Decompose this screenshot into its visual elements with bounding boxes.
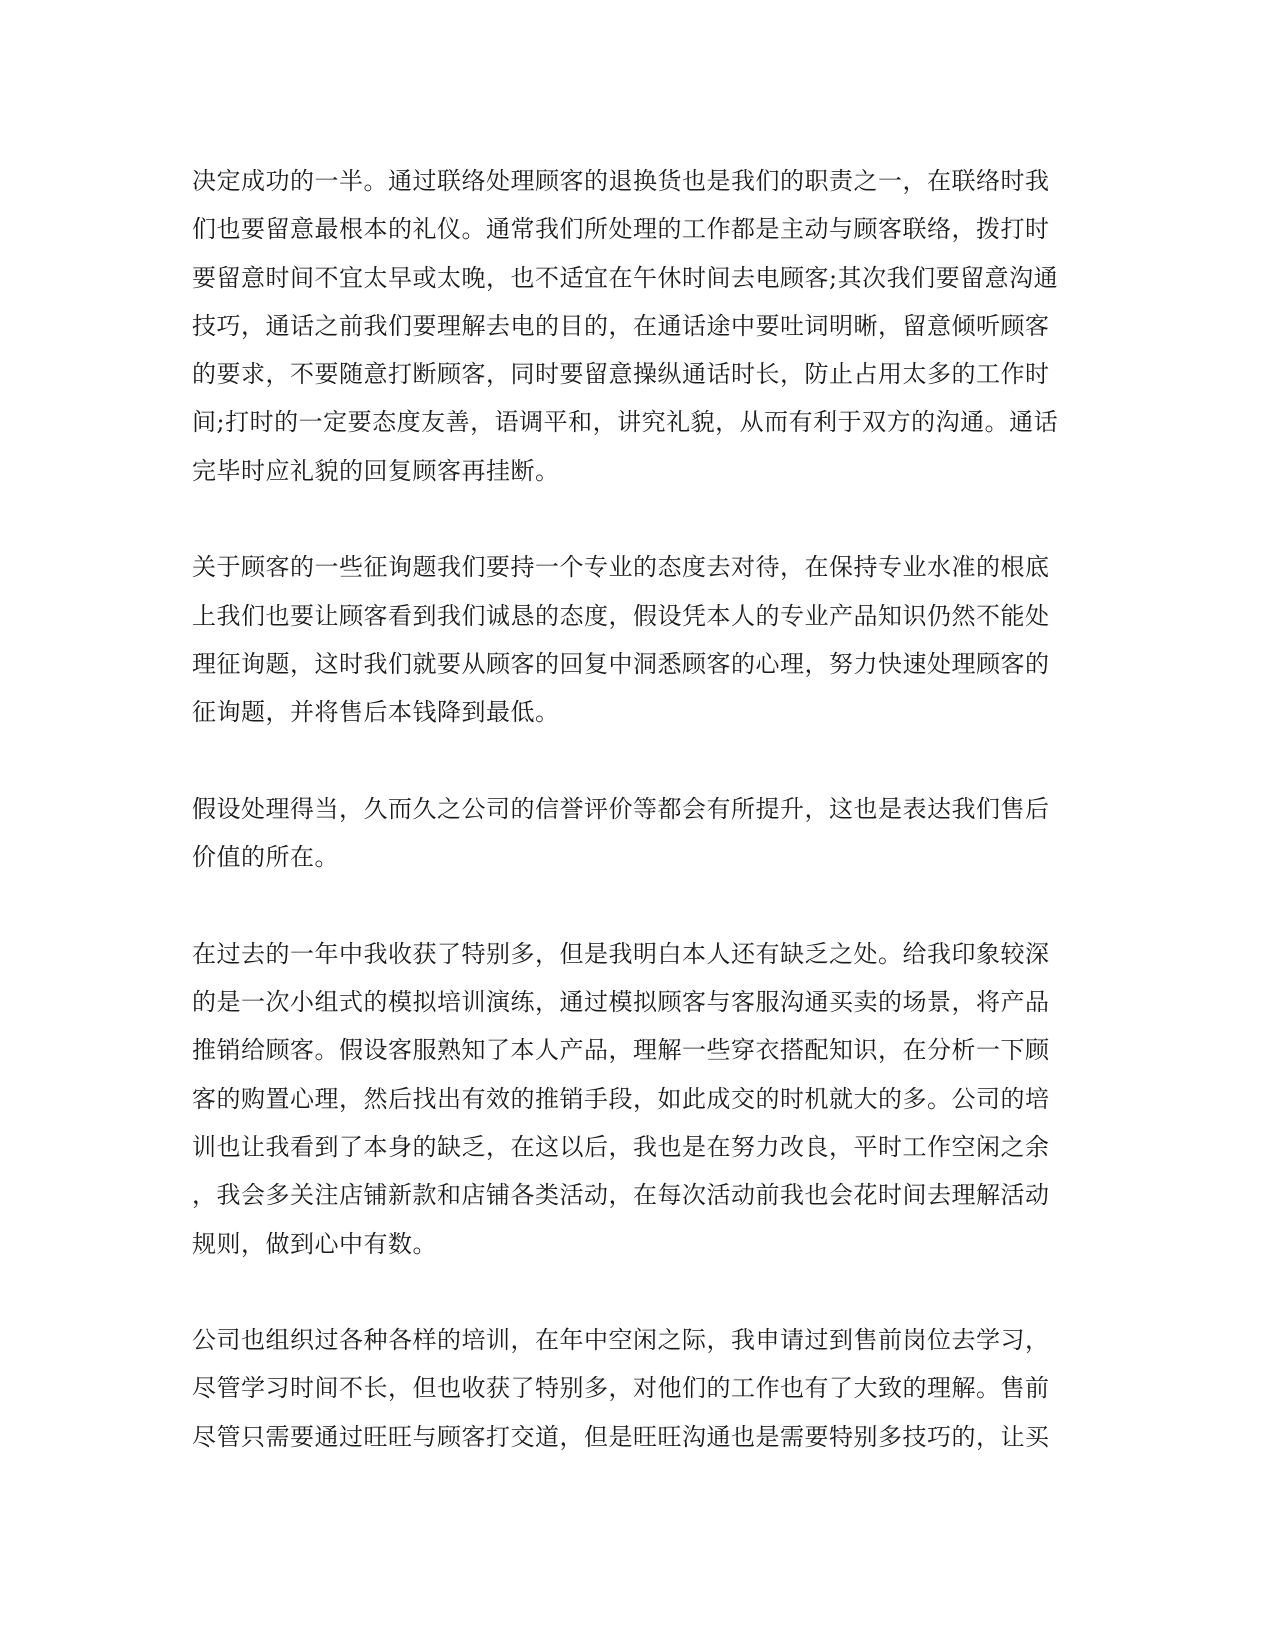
text-line: 训也让我看到了本身的缺乏，在这以后，我也是在努力改良，平时工作空闲之余 bbox=[192, 1132, 1050, 1161]
text-line: 客的购置心理，然后找出有效的推销手段，如此成交的时机就大的多。公司的培 bbox=[192, 1084, 1050, 1113]
text-line: 征询题，并将售后本钱降到最低。 bbox=[192, 698, 560, 727]
paragraph-spacer bbox=[192, 881, 1072, 929]
text-line: 要留意时间不宜太早或太晚，也不适宜在午休时间去电顾客;其次我们要留意沟通 bbox=[192, 263, 1059, 292]
paragraph-spacer bbox=[192, 495, 1072, 543]
document-body bbox=[192, 157, 1072, 1461]
paragraph-2 bbox=[192, 543, 1072, 736]
paragraph-spacer bbox=[192, 737, 1072, 785]
text-line: 上我们也要让顾客看到我们诚恳的态度，假设凭本人的专业产品知识仍然不能处 bbox=[192, 601, 1050, 630]
text-line: 在过去的一年中我收获了特别多，但是我明白本人还有缺乏之处。给我印象较深 bbox=[192, 939, 1050, 968]
text-line: 公司也组织过各种各样的培训，在年中空闲之际，我申请过到售前岗位去学习， bbox=[192, 1326, 1050, 1355]
text-line: 假设处理得当，久而久之公司的信誉评价等都会有所提升，这也是表达我们售后 bbox=[192, 794, 1050, 823]
text-line: 的是一次小组式的模拟培训演练，通过模拟顾客与客服沟通买卖的场景，将产品 bbox=[192, 988, 1050, 1017]
text-line: 间;打时的一定要态度友善，语调平和，讲究礼貌，从而有利于双方的沟通。通话 bbox=[192, 408, 1059, 437]
paragraph-4 bbox=[192, 930, 1072, 1268]
paragraph-spacer bbox=[192, 1268, 1072, 1316]
text-line: 规则，做到心中有数。 bbox=[192, 1229, 437, 1258]
paragraph-5 bbox=[192, 1316, 1072, 1461]
paragraph-1 bbox=[192, 157, 1072, 495]
text-line: ，我会多关注店铺新款和店铺各类活动，在每次活动前我也会花时间去理解活动 bbox=[192, 1181, 1050, 1210]
text-line: 们也要留意最根本的礼仪。通常我们所处理的工作都是主动与顾客联络，拨打时 bbox=[192, 215, 1050, 244]
text-line: 理征询题，这时我们就要从顾客的回复中洞悉顾客的心理，努力快速处理顾客的 bbox=[192, 649, 1050, 678]
text-line: 完毕时应礼貌的回复顾客再挂断。 bbox=[192, 456, 560, 485]
paragraph-3 bbox=[192, 785, 1072, 882]
text-line: 关于顾客的一些征询题我们要持一个专业的态度去对待，在保持专业水准的根底 bbox=[192, 553, 1050, 582]
text-line: 技巧，通话之前我们要理解去电的目的，在通话途中要吐词明晰，留意倾听顾客 bbox=[192, 311, 1050, 340]
text-line: 推销给顾客。假设客服熟知了本人产品，理解一些穿衣搭配知识，在分析一下顾 bbox=[192, 1036, 1050, 1065]
text-line: 尽管学习时间不长，但也收获了特别多，对他们的工作也有了大致的理解。售前 bbox=[192, 1374, 1050, 1403]
text-line: 决定成功的一半。通过联络处理顾客的退换货也是我们的职责之一，在联络时我 bbox=[192, 167, 1050, 195]
text-line: 价值的所在。 bbox=[192, 843, 339, 872]
text-line: 尽管只需要通过旺旺与顾客打交道，但是旺旺沟通也是需要特别多技巧的，让买 bbox=[192, 1422, 1050, 1451]
text-line: 的要求，不要随意打断顾客，同时要留意操纵通话时长，防止占用太多的工作时 bbox=[192, 360, 1050, 389]
